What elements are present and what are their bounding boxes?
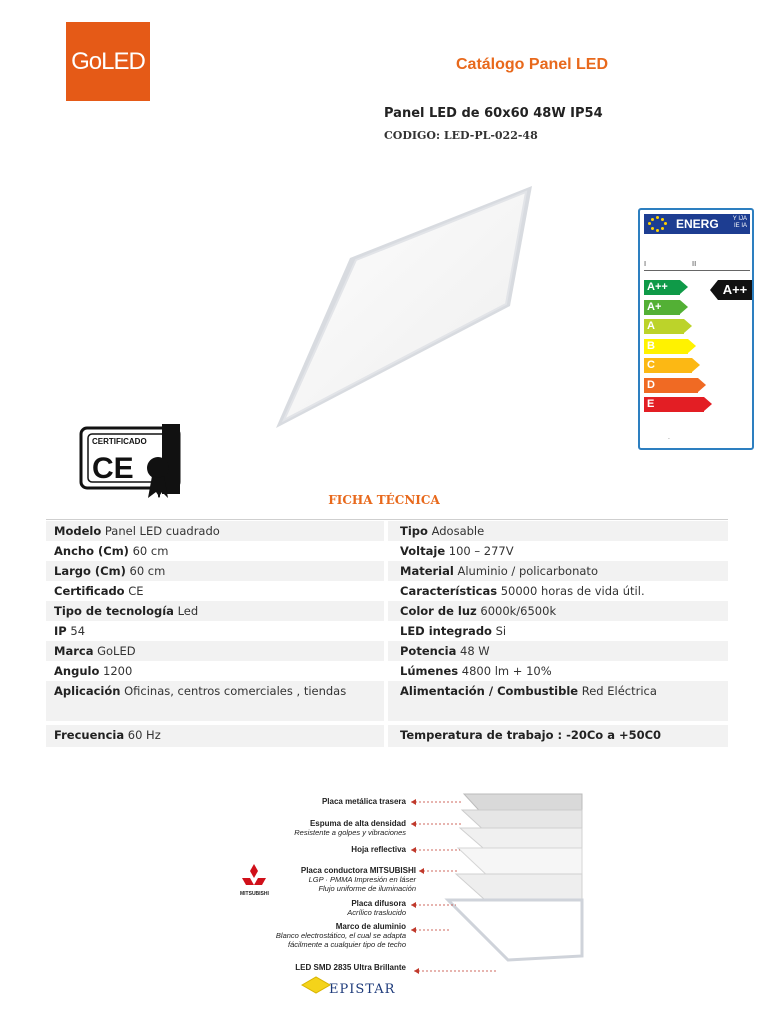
product-title: Panel LED de 60x60 48W IP54 <box>384 106 603 121</box>
spec-label: Angulo <box>54 664 100 678</box>
energy-header-sub: Y IJA IE IA <box>732 216 747 229</box>
energy-class-bar: A++ <box>644 280 680 295</box>
spec-row <box>46 521 728 541</box>
layer-subtitle: Resistente a golpes y vibraciones <box>294 828 406 837</box>
spec-row <box>46 661 728 681</box>
energy-class-bar: A+ <box>644 300 680 315</box>
certificate-label: CERTIFICADO <box>92 437 147 446</box>
mitsubishi-logo-icon <box>242 864 266 885</box>
layer-title: Placa difusora <box>351 899 406 908</box>
spec-label: Tipo de tecnología <box>54 604 174 618</box>
energy-class-bar: C <box>644 358 692 373</box>
spec-cell-right <box>392 521 728 541</box>
spec-cell-right <box>392 641 728 661</box>
spec-cell-left <box>46 601 388 621</box>
spec-title: FICHA TÉCNICA <box>328 493 440 507</box>
spec-row <box>46 581 728 601</box>
energy-divider <box>644 270 750 271</box>
epistar-logo-icon <box>302 977 330 993</box>
energy-class-bar: B <box>644 339 688 354</box>
spec-cell-right <box>392 601 728 621</box>
layer-label <box>347 899 406 917</box>
ce-certificate-badge <box>78 420 186 502</box>
spec-value: 60 cm <box>129 564 166 578</box>
energy-class-bar: E <box>644 397 704 412</box>
spec-label: Largo (Cm) <box>54 564 126 578</box>
spec-row <box>46 601 728 621</box>
spec-label: Aplicación <box>54 684 121 698</box>
spec-value: 54 <box>70 624 86 638</box>
spec-value: Si <box>495 624 507 638</box>
spec-cell-right <box>392 561 728 581</box>
spec-label: Color de luz <box>400 604 477 618</box>
certificate-mark: CE <box>92 452 134 485</box>
spec-row <box>46 725 728 747</box>
spec-label: Material <box>400 564 454 578</box>
layer-label <box>351 845 406 854</box>
spec-cell-left <box>46 725 388 747</box>
spec-cell-left <box>46 521 388 541</box>
spec-cell-left <box>46 641 388 661</box>
product-code: CODIGO: LED-PL-022-48 <box>384 129 538 142</box>
layer-subtitle: fácilmente a cualquier tipo de techo <box>288 940 406 949</box>
energy-header <box>672 214 750 234</box>
energy-label <box>638 208 754 450</box>
spec-value: Panel LED cuadrado <box>104 524 220 538</box>
spec-cell-left <box>46 681 388 721</box>
layer-label <box>276 922 406 949</box>
spec-label: Frecuencia <box>54 728 125 742</box>
spec-row <box>46 681 728 721</box>
layer-title: Espuma de alta densidad <box>309 819 406 828</box>
spec-value: GoLED <box>97 644 136 658</box>
spec-value: 6000k/6500k <box>480 604 557 618</box>
layer-title: Marco de aluminio <box>335 922 406 931</box>
spec-label: Modelo <box>54 524 102 538</box>
spec-value: Aluminio / policarbonato <box>457 564 598 578</box>
epistar-brand-text: EPISTAR <box>329 982 396 997</box>
layer-title: LED SMD 2835 Ultra Brillante <box>295 963 406 972</box>
spec-value: CE <box>128 584 144 598</box>
layer-label <box>301 866 416 893</box>
led-panel-image <box>240 180 540 430</box>
spec-cell-left <box>46 621 388 641</box>
spec-row <box>46 641 728 661</box>
spec-cell-right <box>392 581 728 601</box>
spec-label: Lúmenes <box>400 664 459 678</box>
spec-row <box>46 541 728 561</box>
exploded-view-diagram <box>236 788 586 1003</box>
layer-subtitle: Blanco electrostático, el cual se adapta <box>275 931 406 940</box>
spec-table <box>46 519 728 763</box>
layer-subtitle: Acrílico traslucido <box>347 908 406 917</box>
spec-label: Alimentación / Combustible <box>400 684 579 698</box>
spec-row <box>46 621 728 641</box>
spec-value: 1200 <box>103 664 133 678</box>
spec-value: Red Eléctrica <box>581 684 657 698</box>
spec-label: Potencia <box>400 644 457 658</box>
goled-logo <box>66 22 150 101</box>
spec-cell-right <box>392 661 728 681</box>
spec-cell-left <box>46 581 388 601</box>
spec-value: Oficinas, centros comerciales , tiendas <box>124 684 347 698</box>
spec-top-rule <box>46 519 728 520</box>
spec-label: IP <box>54 624 67 638</box>
spec-value: 60 Hz <box>127 728 161 742</box>
catalog-title: Catálogo Panel LED <box>456 56 609 73</box>
spec-label: Tipo <box>400 524 428 538</box>
spec-cell-right <box>392 681 728 721</box>
spec-cell-right <box>392 541 728 561</box>
spec-value: 4800 lm + 10% <box>461 664 552 678</box>
spec-value: 50000 horas de vida útil. <box>500 584 645 598</box>
spec-cell-left <box>46 561 388 581</box>
spec-value: 100 – 277V <box>448 544 514 558</box>
spec-value: 48 W <box>460 644 490 658</box>
spec-value: Adosable <box>431 524 485 538</box>
energy-class-bar: D <box>644 378 698 393</box>
spec-label: LED integrado <box>400 624 492 638</box>
mitsubishi-brand-text: MITSUBISHI <box>240 891 269 897</box>
layer-title: Hoja reflectiva <box>351 845 406 854</box>
layer-title: Placa conductora MITSUBISHI <box>300 866 416 875</box>
spec-cell-right <box>392 725 728 747</box>
panel-layers <box>448 794 582 960</box>
spec-cell-left <box>46 541 388 561</box>
layer-label <box>295 963 406 972</box>
logo-text: GoLED <box>71 48 145 75</box>
spec-label: Marca <box>54 644 94 658</box>
spec-label: Temperatura de trabajo : -20Co a +50C0 <box>400 728 662 742</box>
spec-cell-right <box>392 621 728 641</box>
spec-label: Certificado <box>54 584 125 598</box>
energy-footnote-dot: . <box>668 434 670 441</box>
spec-label: Características <box>400 584 498 598</box>
layer-title: Placa metálica trasera <box>321 797 406 806</box>
spec-value: Led <box>177 604 199 618</box>
layer-subtitle: Flujo uniforme de iluminación <box>318 884 416 893</box>
spec-label: Ancho (Cm) <box>54 544 129 558</box>
spec-label: Voltaje <box>400 544 446 558</box>
layer-label <box>294 819 406 837</box>
layer-label <box>322 797 406 806</box>
energy-class-bar: A <box>644 319 684 334</box>
spec-cell-left <box>46 661 388 681</box>
spec-value: 60 cm <box>132 544 169 558</box>
energy-rating: A++ <box>718 280 752 300</box>
eu-flag-icon <box>644 214 672 234</box>
energy-mark-right: II <box>692 260 697 268</box>
layer-subtitle: LGP · PMMA Impresión en láser <box>308 875 416 884</box>
spec-row <box>46 561 728 581</box>
energy-mark-left: I <box>644 260 647 268</box>
energy-header-text: ENERG <box>676 217 719 231</box>
